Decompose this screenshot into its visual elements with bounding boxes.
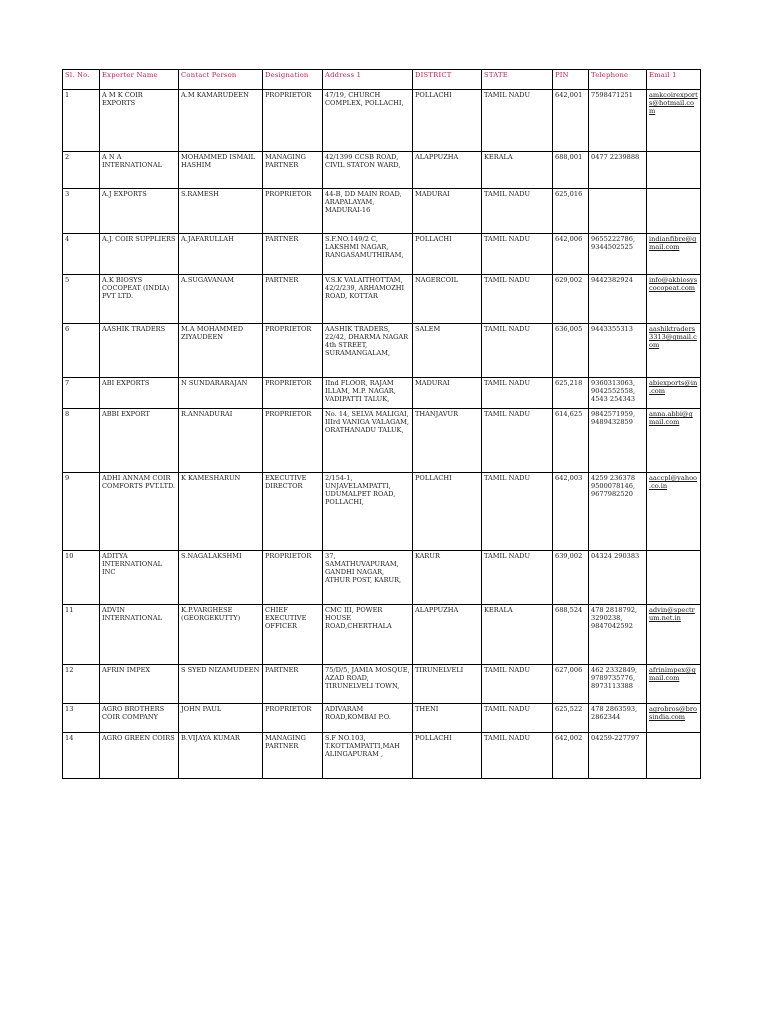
cell-district: MADURAI — [413, 189, 482, 234]
header-state: STATE — [482, 70, 553, 90]
cell-telephone: 4259 236378 9500078146, 9677982520 — [589, 473, 647, 551]
cell-designation: PROPRIETOR — [263, 551, 323, 605]
cell-contact-person: B.VIJAYA KUMAR — [179, 733, 263, 779]
header-exporter-name: Exporter Name — [100, 70, 179, 90]
cell-pin: 629,002 — [553, 275, 589, 324]
cell-exporter-name: A N A INTERNATIONAL — [100, 152, 179, 189]
cell-email — [647, 665, 701, 704]
table-row — [63, 189, 701, 234]
table-row — [63, 324, 701, 378]
cell-email — [647, 378, 701, 409]
cell-email — [647, 234, 701, 275]
cell-telephone: 478 2818792, 3290238, 9847042592 — [589, 605, 647, 665]
cell-address: 44-B, DD MAIN ROAD, ARAPALAYAM, MADURAI-16 — [323, 189, 413, 234]
cell-pin: 614,625 — [553, 409, 589, 473]
cell-designation: PARTNER — [263, 275, 323, 324]
cell-contact-person: R.ANNADURAI — [179, 409, 263, 473]
cell-contact-person: JOHN PAUL — [179, 704, 263, 733]
email-link[interactable]: info@akbiosyscocopeat.com — [649, 276, 698, 292]
cell-designation: PROPRIETOR — [263, 90, 323, 152]
cell-sl-no: 3 — [63, 189, 100, 234]
cell-telephone: 478 2863593, 2862344 — [589, 704, 647, 733]
cell-designation: PARTNER — [263, 665, 323, 704]
cell-district: POLLACHI — [413, 90, 482, 152]
cell-contact-person: MOHAMMED ISMAIL HASHIM — [179, 152, 263, 189]
table-row — [63, 704, 701, 733]
email-link[interactable]: afrinimpex@gmail.com — [649, 666, 696, 682]
cell-designation: PARTNER — [263, 234, 323, 275]
cell-address: 2/154-1, UNJAVELAMPATTI, UDUMALPET ROAD, POLLACHI, — [323, 473, 413, 551]
cell-address: 37, SAMATHUVAPURAM, GANDHI NAGAR, ATHUR POST, KARUR, — [323, 551, 413, 605]
cell-telephone: 9360313063, 9042552558, 4543 254343 — [589, 378, 647, 409]
cell-state: TAMIL NADU — [482, 473, 553, 551]
cell-telephone: 0477 2239888 — [589, 152, 647, 189]
cell-designation: CHIEF EXECUTIVE OFFICER — [263, 605, 323, 665]
cell-state: TAMIL NADU — [482, 409, 553, 473]
header-pin: PIN — [553, 70, 589, 90]
cell-sl-no: 2 — [63, 152, 100, 189]
cell-district: SALEM — [413, 324, 482, 378]
cell-email — [647, 275, 701, 324]
cell-state: KERALA — [482, 605, 553, 665]
cell-address: 47/19, CHURCH COMPLEX, POLLACHI, — [323, 90, 413, 152]
cell-pin: 625,218 — [553, 378, 589, 409]
cell-state: TAMIL NADU — [482, 378, 553, 409]
cell-designation: PROPRIETOR — [263, 409, 323, 473]
email-link[interactable]: advin@spectrum.net.in — [649, 606, 695, 622]
cell-address: No. 14, SELVA MALIGAI, IIIrd VANIGA VALAGAM, ORATHANADU TALUK, — [323, 409, 413, 473]
cell-sl-no: 9 — [63, 473, 100, 551]
table-row — [63, 378, 701, 409]
cell-designation: PROPRIETOR — [263, 324, 323, 378]
table-row — [63, 275, 701, 324]
email-link[interactable]: aaccpl@yahoo.co.in — [649, 474, 698, 490]
table-row — [63, 551, 701, 605]
cell-exporter-name: A.J EXPORTS — [100, 189, 179, 234]
table-row — [63, 473, 701, 551]
cell-telephone — [589, 189, 647, 234]
email-link[interactable]: anna.abbi@gmail.com — [649, 410, 693, 426]
cell-state: TAMIL NADU — [482, 189, 553, 234]
cell-district: TIRUNELVELI — [413, 665, 482, 704]
cell-pin: 636,005 — [553, 324, 589, 378]
cell-pin: 625,016 — [553, 189, 589, 234]
cell-email — [647, 551, 701, 605]
cell-district: NAGERCOIL — [413, 275, 482, 324]
cell-sl-no: 11 — [63, 605, 100, 665]
cell-contact-person: A.SUGAVANAM — [179, 275, 263, 324]
cell-address: AASHIK TRADERS, 22/42, DHARMA NAGAR 4th STREET, SURAMANGALAM, — [323, 324, 413, 378]
header-designation: Designation — [263, 70, 323, 90]
cell-exporter-name: AGRO BROTHERS COIR COMPANY — [100, 704, 179, 733]
cell-district: THENI — [413, 704, 482, 733]
exporter-table — [62, 69, 701, 779]
cell-designation: EXECUTIVE DIRECTOR — [263, 473, 323, 551]
table-row — [63, 409, 701, 473]
cell-exporter-name: A.J. COIR SUPPLIERS — [100, 234, 179, 275]
cell-telephone: 04324 290383 — [589, 551, 647, 605]
cell-state: KERALA — [482, 152, 553, 189]
cell-telephone: 9842571959, 9489432859 — [589, 409, 647, 473]
cell-exporter-name: ABBI EXPORT — [100, 409, 179, 473]
cell-address: ADIVARAM ROAD,KOMBAI P.O. — [323, 704, 413, 733]
cell-pin: 642,001 — [553, 90, 589, 152]
cell-pin: 642,006 — [553, 234, 589, 275]
cell-email — [647, 605, 701, 665]
cell-pin: 642,003 — [553, 473, 589, 551]
cell-state: TAMIL NADU — [482, 90, 553, 152]
cell-email — [647, 409, 701, 473]
cell-contact-person: A.JAFARULLAH — [179, 234, 263, 275]
cell-address: V.S.K VALAITHOTTAM, 42/2/239, ARHAMOZHI ROAD, KOTTAR — [323, 275, 413, 324]
header-contact-person: Contact Person — [179, 70, 263, 90]
table-row — [63, 152, 701, 189]
cell-telephone: 9655222786, 9344502525 — [589, 234, 647, 275]
cell-pin: 627,006 — [553, 665, 589, 704]
cell-exporter-name: AGRO GREEN COIRS — [100, 733, 179, 779]
cell-exporter-name: ADHI ANNAM COIR COMFORTS PVT.LTD. — [100, 473, 179, 551]
cell-email — [647, 733, 701, 779]
cell-designation: MANAGING PARTNER — [263, 152, 323, 189]
cell-state: TAMIL NADU — [482, 665, 553, 704]
cell-exporter-name: A.K BIOSYS COCOPEAT (INDIA) PVT LTD. — [100, 275, 179, 324]
cell-exporter-name: A M K COIR EXPORTS — [100, 90, 179, 152]
cell-district: ALAPPUZHA — [413, 152, 482, 189]
cell-email — [647, 90, 701, 152]
cell-exporter-name: ADITYA INTERNATIONAL INC — [100, 551, 179, 605]
cell-email — [647, 324, 701, 378]
cell-designation: MANAGING PARTNER — [263, 733, 323, 779]
cell-contact-person: S.NAGALAKSHMI — [179, 551, 263, 605]
cell-pin: 639,002 — [553, 551, 589, 605]
cell-email — [647, 189, 701, 234]
cell-sl-no: 1 — [63, 90, 100, 152]
header-district: DISTRICT — [413, 70, 482, 90]
cell-email — [647, 473, 701, 551]
cell-address: 75/D/5, JAMIA MOSQUE, AZAD ROAD, TIRUNELVELI TOWN, — [323, 665, 413, 704]
table-row — [63, 665, 701, 704]
cell-district: POLLACHI — [413, 733, 482, 779]
header-sl-no: Sl. No. — [63, 70, 100, 90]
cell-contact-person: N SUNDARARAJAN — [179, 378, 263, 409]
cell-designation: PROPRIETOR — [263, 378, 323, 409]
cell-state: TAMIL NADU — [482, 704, 553, 733]
cell-sl-no: 8 — [63, 409, 100, 473]
cell-district: MADURAI — [413, 378, 482, 409]
table-row — [63, 605, 701, 665]
cell-address: S.F.NO.149/2 C, LAKSHMI NAGAR, RANGASAMUTHIRAM, — [323, 234, 413, 275]
cell-sl-no: 12 — [63, 665, 100, 704]
cell-state: TAMIL NADU — [482, 551, 553, 605]
cell-pin: 642,002 — [553, 733, 589, 779]
cell-district: POLLACHI — [413, 234, 482, 275]
email-link[interactable]: indianfibre@gmail.com — [649, 235, 697, 251]
cell-sl-no: 5 — [63, 275, 100, 324]
cell-contact-person: M.A MOHAMMED ZIYAUDEEN — [179, 324, 263, 378]
header-address: Address 1 — [323, 70, 413, 90]
cell-state: TAMIL NADU — [482, 275, 553, 324]
email-link[interactable]: amkcoirexports@hotmail.com — [649, 91, 698, 115]
cell-exporter-name: ABI EXPORTS — [100, 378, 179, 409]
cell-state: TAMIL NADU — [482, 733, 553, 779]
cell-email — [647, 152, 701, 189]
cell-address: CMC III, POWER HOUSE ROAD,CHERTHALA — [323, 605, 413, 665]
cell-district: KARUR — [413, 551, 482, 605]
email-link[interactable]: abiexports@in.com — [649, 379, 698, 395]
header-email: Email 1 — [647, 70, 701, 90]
cell-district: THANJAVUR — [413, 409, 482, 473]
table-row — [63, 234, 701, 275]
cell-exporter-name: AFRIN IMPEX — [100, 665, 179, 704]
cell-address: S.F NO.103, T.KOTTAMPATTI,MAH ALINGAPURAM , — [323, 733, 413, 779]
cell-address: 42/1399 CCSB ROAD, CIVIL STATON WARD, — [323, 152, 413, 189]
cell-telephone: 9442382924 — [589, 275, 647, 324]
cell-sl-no: 7 — [63, 378, 100, 409]
cell-telephone: 7598471251 — [589, 90, 647, 152]
cell-pin: 688,001 — [553, 152, 589, 189]
header-row — [63, 70, 701, 90]
cell-state: TAMIL NADU — [482, 234, 553, 275]
cell-exporter-name: ADVIN INTERNATIONAL — [100, 605, 179, 665]
cell-telephone: 04259-227797 — [589, 733, 647, 779]
cell-sl-no: 4 — [63, 234, 100, 275]
cell-contact-person: K.P.VARGHESE (GEORGEKUTTY) — [179, 605, 263, 665]
cell-contact-person: K KAMESHARUN — [179, 473, 263, 551]
cell-address: IInd FLOOR, RAJAM ILLAM, M.P. NAGAR, VADIPATTI TALUK, — [323, 378, 413, 409]
cell-sl-no: 13 — [63, 704, 100, 733]
cell-email — [647, 704, 701, 733]
cell-designation: PROPRIETOR — [263, 189, 323, 234]
cell-telephone: 9443355313 — [589, 324, 647, 378]
cell-designation: PROPRIETOR — [263, 704, 323, 733]
cell-contact-person: A.M KAMARUDEEN — [179, 90, 263, 152]
header-telephone: Telephone — [589, 70, 647, 90]
cell-district: ALAPPUZHA — [413, 605, 482, 665]
cell-sl-no: 10 — [63, 551, 100, 605]
table-row — [63, 90, 701, 152]
cell-pin: 625,522 — [553, 704, 589, 733]
cell-district: POLLACHI — [413, 473, 482, 551]
cell-exporter-name: AASHIK TRADERS — [100, 324, 179, 378]
cell-pin: 688,524 — [553, 605, 589, 665]
email-link[interactable]: agrobros@brosindia.com — [649, 705, 697, 721]
email-link[interactable]: aashiktraders3313@gmail.com — [649, 325, 697, 349]
cell-contact-person: S.RAMESH — [179, 189, 263, 234]
table-row — [63, 733, 701, 779]
cell-sl-no: 6 — [63, 324, 100, 378]
cell-telephone: 462 2332849, 9789735776, 8973113388 — [589, 665, 647, 704]
cell-sl-no: 14 — [63, 733, 100, 779]
cell-state: TAMIL NADU — [482, 324, 553, 378]
cell-contact-person: S SYED NIZAMUDEEN — [179, 665, 263, 704]
